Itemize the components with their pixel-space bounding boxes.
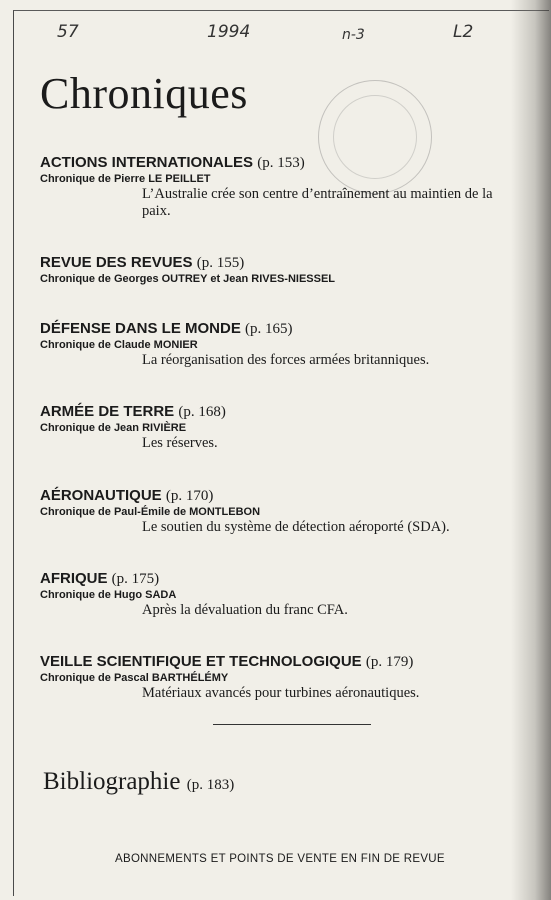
section-title: AÉRONAUTIQUE — [40, 487, 162, 504]
chronicle-entry — [40, 254, 335, 286]
page-title: Chroniques — [40, 69, 248, 118]
page-reference: (p. 183) — [186, 777, 235, 793]
section-title: ACTIONS INTERNATIONALES — [40, 154, 254, 171]
section-title: ARMÉE DE TERRE — [40, 403, 175, 420]
entry-heading — [40, 320, 510, 338]
page-reference: (p. 179) — [365, 654, 414, 670]
page-reference: (p. 168) — [178, 404, 226, 420]
handwritten-note: 1994 — [207, 22, 251, 42]
chronicle-entry — [40, 154, 510, 220]
page-reference: (p. 175) — [111, 571, 160, 587]
entry-author: Chronique de Jean RIVIÈRE — [40, 422, 187, 434]
handwritten-note: n-3 — [342, 27, 365, 43]
page-reference: (p. 165) — [245, 321, 293, 337]
page-reference: (p. 153) — [257, 155, 305, 171]
handwritten-note: 57 — [57, 22, 79, 42]
chronicle-entry — [40, 653, 510, 702]
footer-note: ABONNEMENTS ET POINTS DE VENTE EN FIN DE REVUE — [115, 853, 445, 865]
entry-author: Chronique de Paul-Émile de MONTLEBON — [40, 506, 261, 518]
chronicle-entry — [40, 570, 510, 619]
entry-heading — [40, 154, 510, 172]
section-title: AFRIQUE — [40, 570, 108, 587]
section-title: DÉFENSE DANS LE MONDE — [40, 320, 241, 337]
entry-description: La réorganisation des forces armées britanniques. — [142, 352, 430, 368]
entry-description: Les réserves. — [142, 435, 218, 451]
page-reference: (p. 155) — [196, 255, 245, 271]
entry-author: Chronique de Pascal BARTHÉLÉMY — [40, 672, 229, 684]
chronicle-entry — [40, 320, 510, 369]
entry-heading — [40, 254, 335, 272]
chronicle-entry — [40, 403, 510, 452]
entry-description: L’Australie crée son centre d’entraînement au maintien de la paix. — [142, 186, 493, 219]
section-title: REVUE DES REVUES — [40, 254, 193, 271]
section-divider — [213, 724, 371, 725]
entry-author: Chronique de Claude MONIER — [40, 339, 198, 351]
bibliography-heading — [43, 768, 234, 796]
entry-heading — [40, 653, 510, 671]
page-frame — [13, 10, 549, 896]
bibliography-label: Bibliographie — [43, 768, 181, 795]
entry-description: Après la dévaluation du franc CFA. — [142, 602, 348, 618]
section-title: VEILLE SCIENTIFIQUE ET TECHNOLOGIQUE — [40, 653, 362, 670]
entry-author: Chronique de Hugo SADA — [40, 589, 177, 601]
entry-description: Le soutien du système de détection aéroporté (SDA). — [142, 519, 450, 535]
entry-author: Chronique de Pierre LE PEILLET — [40, 173, 211, 185]
page-reference: (p. 170) — [165, 488, 214, 504]
entry-author: Chronique de Georges OUTREY et Jean RIVES-NIESSEL — [40, 273, 336, 285]
entry-heading — [40, 403, 510, 421]
handwritten-note: L2 — [453, 22, 474, 42]
entry-heading — [40, 487, 510, 505]
entry-heading — [40, 570, 510, 588]
page-edge-shadow — [511, 0, 551, 900]
chronicle-entry — [40, 487, 510, 536]
entry-description: Matériaux avancés pour turbines aéronautiques. — [142, 685, 420, 701]
